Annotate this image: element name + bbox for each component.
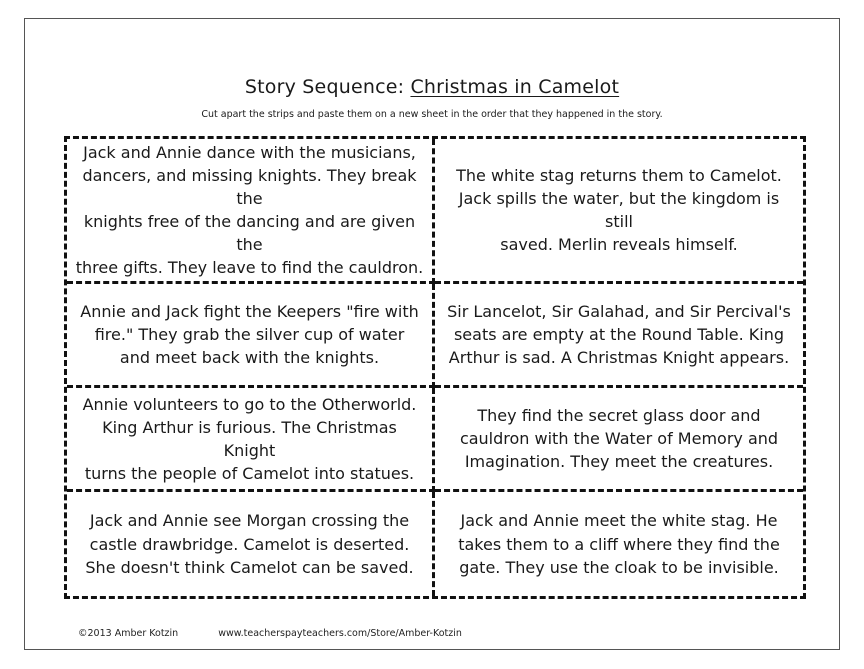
- sequence-strip: [67, 492, 435, 596]
- strip-line: Jack and Annie dance with the musicians,: [83, 143, 416, 162]
- footer: [78, 628, 462, 639]
- sequence-strip: [67, 388, 435, 492]
- strip-line: castle drawbridge. Camelot is deserted.: [89, 534, 410, 554]
- sequence-strip: [435, 492, 803, 596]
- strip-line: Annie volunteers to go to the Otherworld.: [82, 394, 417, 414]
- strip-line: cauldron with the Water of Memory and: [459, 429, 779, 449]
- strip-line: Sir Lancelot, Sir Galahad, and Sir Percival's: [447, 302, 791, 322]
- strip-line: seats are empty at the Round Table. King: [453, 325, 785, 345]
- strip-line: turns the people of Camelot into statues.: [84, 463, 415, 483]
- strip-line: Imagination. They meet the creatures.: [464, 452, 774, 472]
- strip-line: King Arthur is furious. The Christmas Knight: [102, 417, 397, 460]
- title-book: Christmas in Camelot: [410, 76, 620, 98]
- strip-line: Annie and Jack fight the Keepers "fire with: [80, 302, 419, 322]
- strip-line: The white stag returns them to Camelot.: [456, 166, 782, 186]
- copyright: ©2013 Amber Kotzin: [78, 628, 179, 639]
- sequence-strip: [67, 139, 435, 284]
- strip-line: takes them to a cliff where they find the: [458, 534, 780, 554]
- sequence-strip: [67, 284, 435, 388]
- strip-line: Jack spills the water, but the kingdom is still: [458, 189, 780, 232]
- title-prefix: Story Sequence:: [244, 76, 411, 98]
- footer-url: www.teacherspayteachers.com/Store/Amber-Kotzin: [218, 628, 462, 639]
- strip-line: They find the secret glass door and: [477, 406, 761, 426]
- instructions: Cut apart the strips and paste them on a new sheet in the order that they happened in the story.: [201, 109, 663, 120]
- sequence-strips-grid: [64, 136, 806, 599]
- strip-line: She doesn't think Camelot can be saved.: [85, 557, 414, 577]
- strip-line: fire." They grab the silver cup of water: [94, 325, 405, 345]
- strip-line: and meet back with the knights.: [119, 348, 380, 368]
- page-title: [0, 76, 864, 98]
- sequence-strip: [435, 284, 803, 388]
- strip-line: Jack and Annie meet the white stag. He: [460, 511, 778, 531]
- strip-line: saved. Merlin reveals himself.: [500, 235, 738, 255]
- strip-line: three gifts. They leave to find the cauldron.: [75, 258, 424, 278]
- strip-line: Jack and Annie see Morgan crossing the: [89, 511, 410, 531]
- strip-line: knights free of the dancing and are given the: [83, 212, 416, 255]
- sequence-strip: [435, 388, 803, 492]
- sequence-strip: [435, 139, 803, 284]
- strip-line: dancers, and missing knights. They break the: [82, 166, 417, 209]
- strip-line: gate. They use the cloak to be invisible.: [459, 557, 779, 577]
- strip-line: Arthur is sad. A Christmas Knight appears.: [448, 348, 790, 368]
